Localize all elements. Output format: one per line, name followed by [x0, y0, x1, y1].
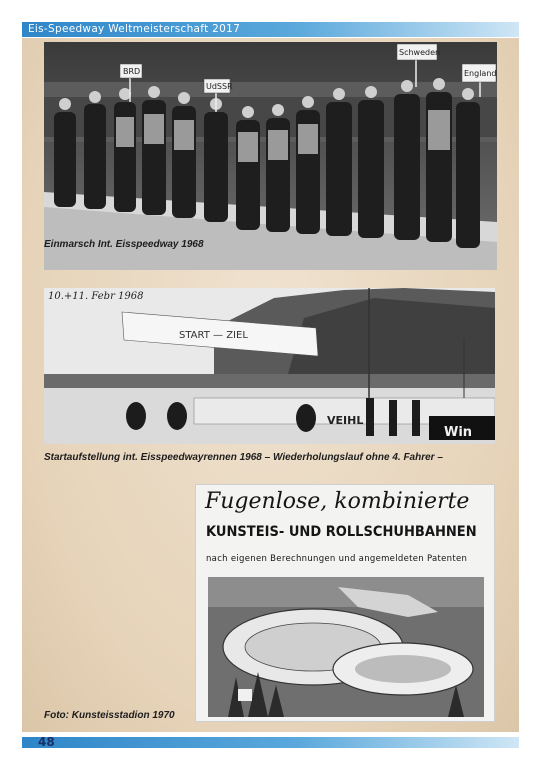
header-title: Eis-Speedway Weltmeisterschaft 2017 — [28, 23, 241, 35]
sign-england: England — [464, 69, 497, 78]
clipping-headline: Fugenlose, kombinierte — [205, 489, 470, 514]
start-banner-text: START — ZIEL — [179, 330, 248, 341]
page-number: 48 — [38, 735, 55, 749]
sign-schweden: Schweden — [399, 48, 441, 57]
stadium-aerial-photo — [208, 577, 484, 717]
start-caption: Startaufstellung int. Eisspeedwayrennen 1968 – Wiederholungslauf ohne 4. Fahrer – — [44, 452, 443, 463]
parade-photo — [44, 42, 497, 270]
parade-caption: Einmarsch Int. Eisspeedway 1968 — [44, 239, 204, 250]
board-text-win: Win — [444, 425, 473, 440]
handwritten-date: 10.+11. Febr 1968 — [48, 291, 144, 302]
stadium-caption: Foto: Kunsteisstadion 1970 — [44, 710, 175, 721]
clipping-subline: nach eigenen Berechnungen und angemeldeten Patenten — [206, 554, 468, 564]
clipping-subhead: KUNSTEIS- UND ROLLSCHUHBAHNEN — [206, 524, 477, 540]
stadium-clipping — [195, 484, 495, 722]
sign-udssr: UdSSR — [206, 82, 233, 91]
sign-brd: BRD — [123, 67, 141, 76]
footer-bar — [22, 737, 519, 748]
board-text-veihl: VEIHL — [327, 414, 364, 427]
start-photo — [44, 288, 495, 444]
